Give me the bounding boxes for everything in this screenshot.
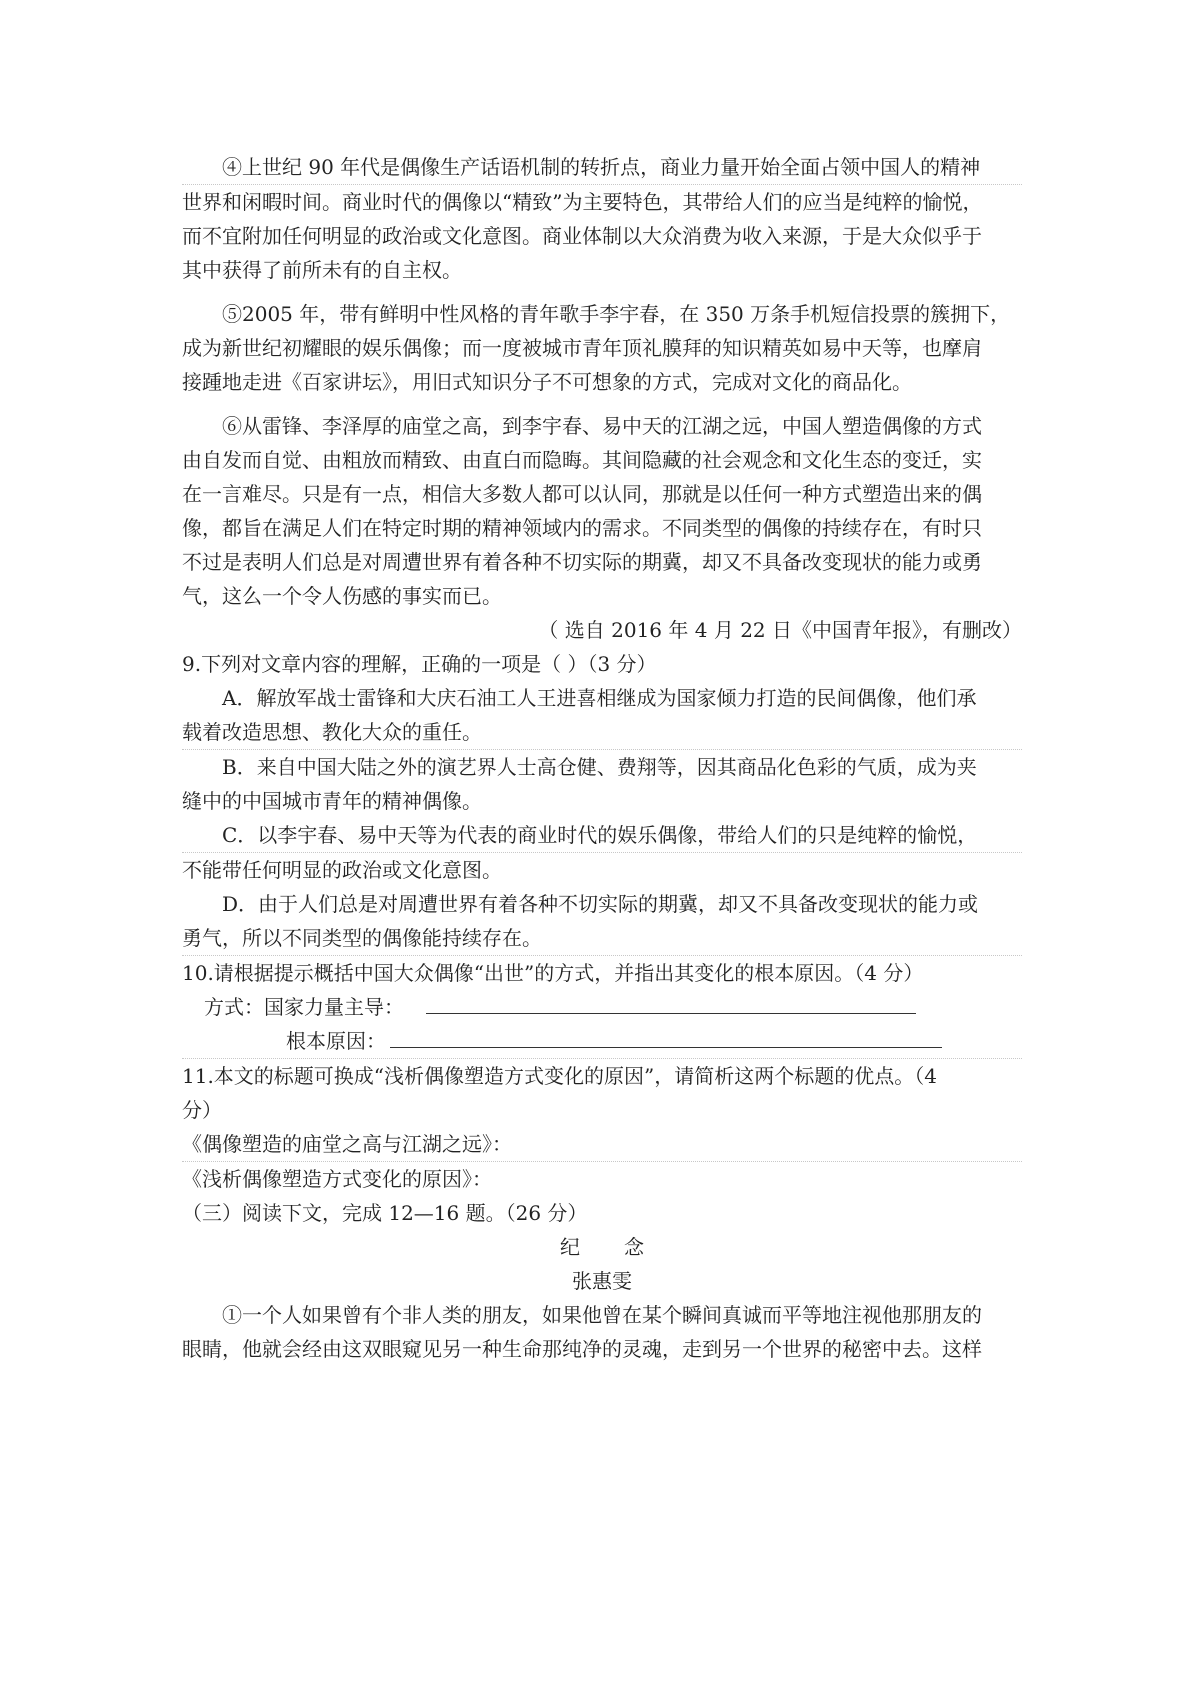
- section-3-heading: （三）阅读下文，完成 12—16 题。（26 分）: [182, 1201, 588, 1225]
- answer-reason-label: 根本原因：: [286, 1029, 386, 1053]
- option-b-line: 缝中的中国城市青年的精神偶像。: [182, 789, 482, 813]
- option-b-line: B．来自中国大陆之外的演艺界人士高仓健、费翔等，因其商品化色彩的气质，成为夹: [222, 755, 977, 779]
- question-11-title-2: 《浅析偶像塑造方式变化的原因》：: [182, 1167, 492, 1191]
- article-paragraph-1-line: 眼睛，他就会经由这双眼窥见另一种生命那纯净的灵魂，走到另一个世界的秘密中去。这样: [182, 1337, 982, 1361]
- paragraph-5-line: ⑤2005 年，带有鲜明中性风格的青年歌手李宇春，在 350 万条手机短信投票的簇拥下，: [222, 302, 1011, 326]
- answer-way-blank[interactable]: [426, 995, 916, 1014]
- paragraph-5-line: 接踵地走进《百家讲坛》，用旧式知识分子不可想象的方式，完成对文化的商品化。: [182, 370, 912, 394]
- article-title-char: 纪: [560, 1235, 580, 1259]
- paragraph-6-line: 由自发而自觉、由粗放而精致、由直白而隐晦。其间隐藏的社会观念和文化生态的变迁，实: [182, 448, 982, 472]
- paragraph-6-line: 在一言难尽。只是有一点，相信大多数人都可以认同，那就是以任何一种方式塑造出来的偶: [182, 482, 982, 506]
- option-d-line: D．由于人们总是对周遭世界有着各种不切实际的期冀，却又不具备改变现状的能力或: [222, 892, 979, 916]
- question-9-stem: 9.下列对文章内容的理解，正确的一项是（ ）（3 分）: [182, 652, 657, 676]
- paragraph-6-line: 像，都旨在满足人们在特定时期的精神领域内的需求。不同类型的偶像的持续存在，有时只: [182, 516, 982, 540]
- option-a-line: A．解放军战士雷锋和大庆石油工人王进喜相继成为国家倾力打造的民间偶像，他们承: [222, 686, 977, 710]
- answer-way-row: [182, 990, 1022, 1024]
- paragraph-4-line: 而不宜附加任何明显的政治或文化意图。商业体制以大众消费为收入来源，于是大众似乎于: [182, 224, 982, 248]
- question-10-stem: 10.请根据提示概括中国大众偶像“出世”的方式，并指出其变化的根本原因。（4 分）: [182, 961, 924, 985]
- paragraph-4-line: ④上世纪 90 年代是偶像生产话语机制的转折点，商业力量开始全面占领中国人的精神: [182, 150, 1022, 185]
- article-title-char: 念: [624, 1235, 644, 1259]
- source-citation: （ 选自 2016 年 4 月 22 日《中国青年报》，有删改）: [538, 618, 1022, 642]
- paragraph-5-line: 成为新世纪初耀眼的娱乐偶像；而一度被城市青年顶礼膜拜的知识精英如易中天等，也摩肩: [182, 336, 982, 360]
- option-c-line: C．以李宇春、易中天等为代表的商业时代的娱乐偶像，带给人们的只是纯粹的愉悦，: [182, 818, 1022, 853]
- article-author: 张惠雯: [572, 1269, 632, 1293]
- question-11-title-1: 《偶像塑造的庙堂之高与江湖之远》：: [182, 1127, 1022, 1162]
- article-paragraph-1-line: ①一个人如果曾有个非人类的朋友，如果他曾在某个瞬间真诚而平等地注视他那朋友的: [222, 1303, 982, 1327]
- paragraph-4-line: 其中获得了前所未有的自主权。: [182, 258, 462, 282]
- paragraph-6-line: 不过是表明人们总是对周遭世界有着各种不切实际的期冀，却又不具备改变现状的能力或勇: [182, 550, 982, 574]
- page-content: [182, 150, 1022, 1366]
- answer-reason-blank[interactable]: [390, 1029, 942, 1048]
- question-11-stem: 分）: [182, 1098, 222, 1122]
- option-d-line: 勇气，所以不同类型的偶像能持续存在。: [182, 921, 1022, 956]
- answer-way-label: 方式：国家力量主导：: [204, 995, 404, 1019]
- option-a-line: 载着改造思想、教化大众的重任。: [182, 715, 1022, 750]
- paragraph-4-line: 世界和闲暇时间。商业时代的偶像以“精致”为主要特色，其带给人们的应当是纯粹的愉悦，: [182, 190, 983, 214]
- paragraph-6-line: ⑥从雷锋、李泽厚的庙堂之高，到李宇春、易中天的江湖之远，中国人塑造偶像的方式: [222, 414, 982, 438]
- question-11-stem: 11.本文的标题可换成“浅析偶像塑造方式变化的原因”，请简析这两个标题的优点。（4: [182, 1064, 937, 1088]
- option-c-line: 不能带任何明显的政治或文化意图。: [182, 858, 502, 882]
- answer-reason-row: [182, 1024, 1022, 1059]
- paragraph-6-line: 气，这么一个令人伤感的事实而已。: [182, 584, 502, 608]
- article-title: [182, 1230, 1022, 1264]
